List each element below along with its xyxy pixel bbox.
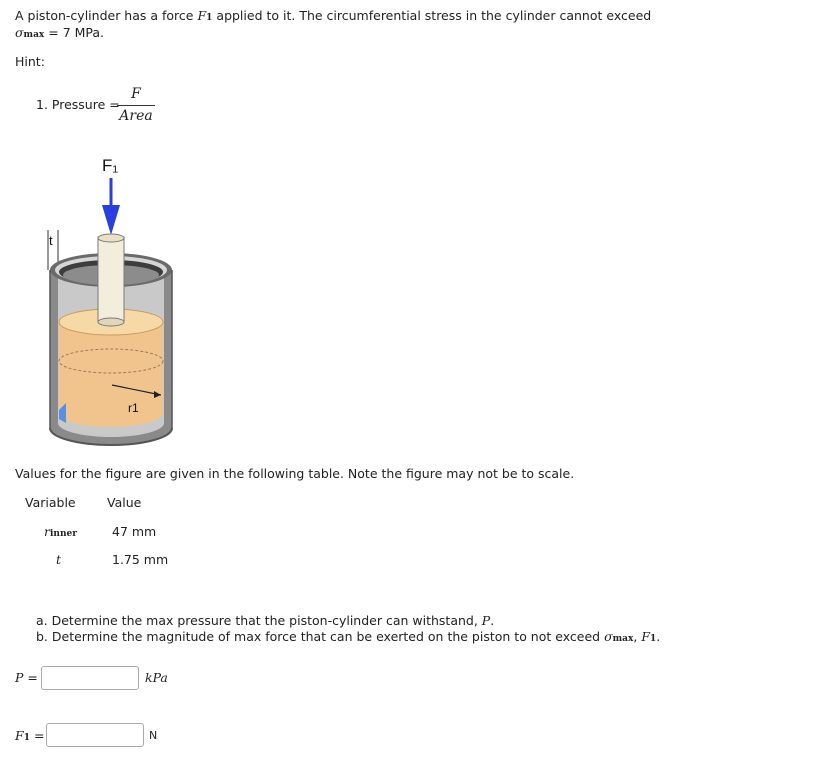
table-row-value: 1.75 mm: [112, 552, 169, 567]
f-unit-label: N: [149, 729, 158, 742]
question-b: b. Determine the magnitude of max force that can be exerted on the piston to not exceed σmax, F1.: [36, 629, 661, 644]
pressure-symbol: P: [481, 613, 491, 628]
pressure-answer-input[interactable]: [41, 666, 139, 690]
table-caption: Values for the figure are given in the following table. Note the figure may not be to scale.: [15, 466, 575, 481]
fraction-numerator: F: [131, 86, 141, 102]
question-a: a. Determine the max pressure that the piston-cylinder can withstand, P.: [36, 613, 495, 628]
table-row-variable: rinner: [44, 524, 77, 539]
radius-label: r1: [128, 401, 139, 415]
p-answer-label: P =: [15, 670, 38, 685]
thickness-label: t: [49, 233, 53, 248]
piston-cylinder-figure: [30, 145, 190, 450]
intro-text: A piston-cylinder has a force: [15, 8, 194, 23]
hint-item-pressure: 1. Pressure =: [36, 97, 120, 112]
force-label: F₁: [102, 156, 119, 175]
pressure-fraction: [117, 86, 155, 124]
stress-value: = 7 MPa.: [48, 25, 105, 40]
sigma-subscript: max: [23, 30, 45, 40]
piston-rod: [98, 234, 124, 326]
hint-title: Hint:: [15, 54, 45, 69]
force-symbol: F1: [197, 8, 213, 23]
problem-statement: [15, 8, 651, 26]
fluid-chamber: [59, 309, 163, 427]
fraction-denominator: Area: [119, 108, 153, 124]
stress-limit: [15, 25, 104, 43]
force-arrow-icon: [102, 178, 120, 235]
fraction-bar: [117, 105, 155, 106]
sigma-symbol: σ: [15, 25, 24, 40]
f-answer-label: F1 =: [15, 728, 45, 743]
table-header-value: Value: [107, 495, 142, 510]
table-header-variable: Variable: [25, 495, 76, 510]
p-unit-label: kPa: [145, 670, 168, 685]
force-answer-input[interactable]: [46, 723, 144, 747]
intro-text-continued: applied to it. The circumferential stress in the cylinder cannot exceed: [216, 8, 652, 23]
force-symbol: F1: [641, 629, 657, 644]
table-row-value: 47 mm: [112, 524, 157, 539]
table-row-variable: t: [56, 552, 62, 567]
